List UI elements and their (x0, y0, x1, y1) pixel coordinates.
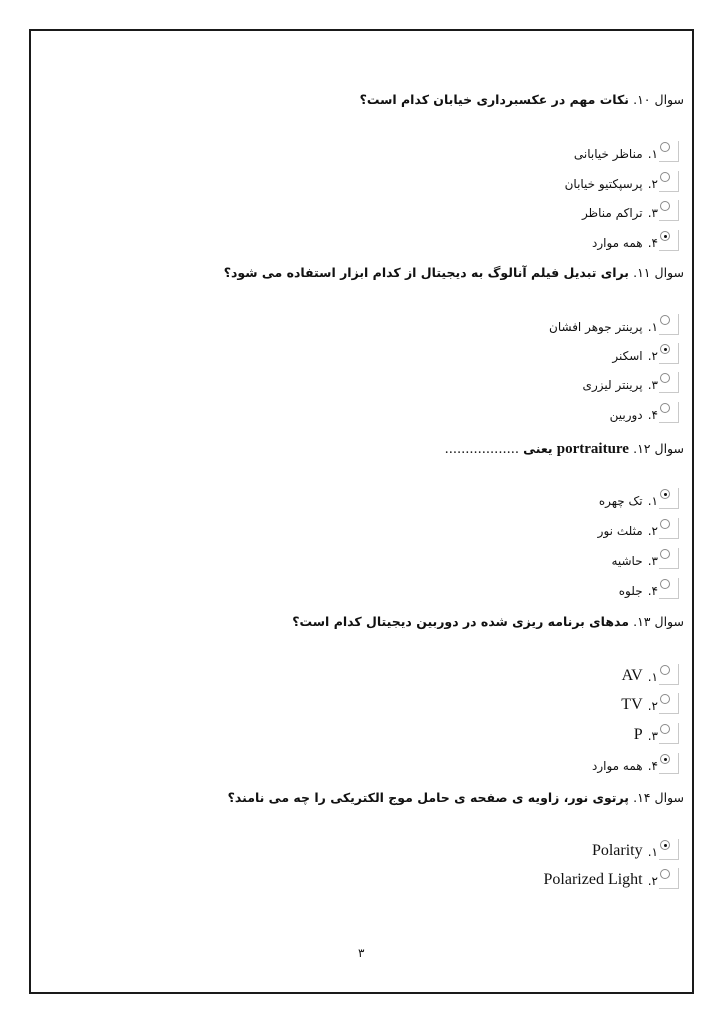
option-number: ۲. (647, 177, 658, 191)
radio-button-checked-icon[interactable] (660, 840, 670, 850)
radio-button-icon[interactable] (660, 724, 670, 734)
option-number: ۴. (647, 584, 658, 598)
option-number: ۳. (647, 729, 658, 743)
question-12-option-4[interactable] (619, 578, 679, 602)
page-number: ۳ (358, 946, 365, 960)
radio-button-icon[interactable] (660, 403, 670, 413)
radio-box[interactable] (659, 141, 679, 162)
question-11-option-2[interactable] (612, 343, 679, 367)
question-text: پرتوی نور، زاویه ی صفحه ی حامل موج الکتریکی را چه می نامند؟ (227, 790, 629, 805)
option-label: TV (621, 696, 643, 713)
option-number: ۲. (647, 699, 658, 713)
question-number: سوال ۱۴. (633, 790, 684, 805)
option-label: مثلث نور (597, 524, 643, 538)
radio-box[interactable] (659, 839, 679, 860)
radio-button-icon[interactable] (660, 549, 670, 559)
radio-box[interactable] (659, 723, 679, 744)
radio-box[interactable] (659, 578, 679, 599)
question-12-option-2[interactable] (598, 518, 679, 542)
radio-button-checked-icon[interactable] (660, 754, 670, 764)
question-13-option-2[interactable] (621, 693, 679, 717)
radio-button-icon[interactable] (660, 579, 670, 589)
question-10-option-4[interactable] (592, 230, 679, 254)
option-label: تراکم مناظر (581, 206, 643, 220)
option-label: پرینتر لیزری (582, 378, 643, 392)
option-number: ۲. (647, 524, 658, 538)
radio-box[interactable] (659, 200, 679, 221)
question-11-option-1[interactable] (549, 314, 679, 338)
option-number: ۱. (647, 670, 658, 684)
option-number: ۴. (647, 236, 658, 250)
question-11-title (224, 263, 684, 284)
question-14-option-2[interactable] (544, 868, 679, 892)
question-number: سوال ۱۲. (633, 441, 684, 456)
question-13-title (292, 612, 684, 633)
radio-button-icon[interactable] (660, 315, 670, 325)
question-13-option-1[interactable] (622, 664, 679, 688)
option-number: ۳. (647, 554, 658, 568)
option-label: پرینتر جوهر افشان (549, 320, 643, 334)
blank-dots: .................. (444, 442, 519, 457)
radio-box[interactable] (659, 753, 679, 774)
option-label: اسکنر (612, 349, 643, 363)
option-label: همه موارد (592, 236, 643, 250)
question-number: سوال ۱۱. (633, 265, 684, 280)
question-12-option-1[interactable] (599, 488, 679, 512)
question-11-option-3[interactable] (583, 372, 679, 396)
radio-button-checked-icon[interactable] (660, 489, 670, 499)
question-term: portraiture (556, 441, 629, 457)
option-number: ۴. (647, 408, 658, 422)
question-10-title (360, 90, 684, 111)
radio-button-icon[interactable] (660, 373, 670, 383)
option-label: همه موارد (592, 759, 643, 773)
radio-box[interactable] (659, 488, 679, 509)
question-12-title (445, 439, 684, 460)
option-label: AV (621, 667, 643, 684)
question-11-option-4[interactable] (610, 402, 679, 426)
question-10-option-2[interactable] (565, 171, 679, 195)
radio-box[interactable] (659, 868, 679, 889)
question-13-option-3[interactable] (634, 723, 679, 747)
radio-button-icon[interactable] (660, 694, 670, 704)
radio-button-icon[interactable] (660, 665, 670, 675)
option-label: جلوه (618, 584, 643, 598)
question-13-option-4[interactable] (592, 753, 679, 777)
radio-button-icon[interactable] (660, 201, 670, 211)
option-number: ۳. (647, 206, 658, 220)
option-number: ۴. (647, 759, 658, 773)
option-label: پرسپکتیو خیابان (564, 177, 643, 191)
option-number: ۱. (647, 147, 658, 161)
question-number: سوال ۱۰. (633, 92, 684, 107)
option-label: دوربین (609, 408, 643, 422)
radio-box[interactable] (659, 230, 679, 251)
question-text: نکات مهم در عکسبرداری خیابان کدام است؟ (359, 92, 629, 107)
radio-button-checked-icon[interactable] (660, 344, 670, 354)
option-number: ۲. (647, 874, 658, 888)
option-label: حاشیه (611, 554, 643, 568)
option-number: ۱. (647, 320, 658, 334)
question-text: مدهای برنامه ریزی شده در دوربین دیجیتال کدام است؟ (292, 614, 629, 629)
radio-box[interactable] (659, 402, 679, 423)
question-12-option-3[interactable] (611, 548, 679, 572)
radio-box[interactable] (659, 693, 679, 714)
radio-button-checked-icon[interactable] (660, 231, 670, 241)
option-number: ۳. (647, 378, 658, 392)
radio-button-icon[interactable] (660, 172, 670, 182)
radio-button-icon[interactable] (660, 519, 670, 529)
question-number: سوال ۱۳. (633, 614, 684, 629)
question-10-option-1[interactable] (574, 141, 679, 165)
option-label: Polarized Light (543, 871, 643, 888)
option-number: ۲. (647, 349, 658, 363)
option-label: Polarity (591, 842, 643, 859)
option-label: تک چهره (598, 494, 643, 508)
option-number: ۱. (647, 845, 658, 859)
option-number: ۱. (647, 494, 658, 508)
radio-box[interactable] (659, 171, 679, 192)
option-label: مناظر خیابانی (573, 147, 643, 161)
radio-box[interactable] (659, 548, 679, 569)
radio-box[interactable] (659, 314, 679, 335)
option-label: P (633, 726, 643, 743)
radio-button-icon[interactable] (660, 142, 670, 152)
radio-box[interactable] (659, 518, 679, 539)
radio-box[interactable] (659, 372, 679, 393)
question-14-title (228, 788, 684, 809)
radio-box[interactable] (659, 343, 679, 364)
question-text: برای تبدیل فیلم آنالوگ به دیجیتال از کدام ابزار استفاده می شود؟ (223, 265, 629, 280)
radio-button-icon[interactable] (660, 869, 670, 879)
question-text: یعنی (523, 441, 553, 456)
radio-box[interactable] (659, 664, 679, 685)
question-10-option-3[interactable] (582, 200, 679, 224)
question-14-option-1[interactable] (592, 839, 679, 863)
